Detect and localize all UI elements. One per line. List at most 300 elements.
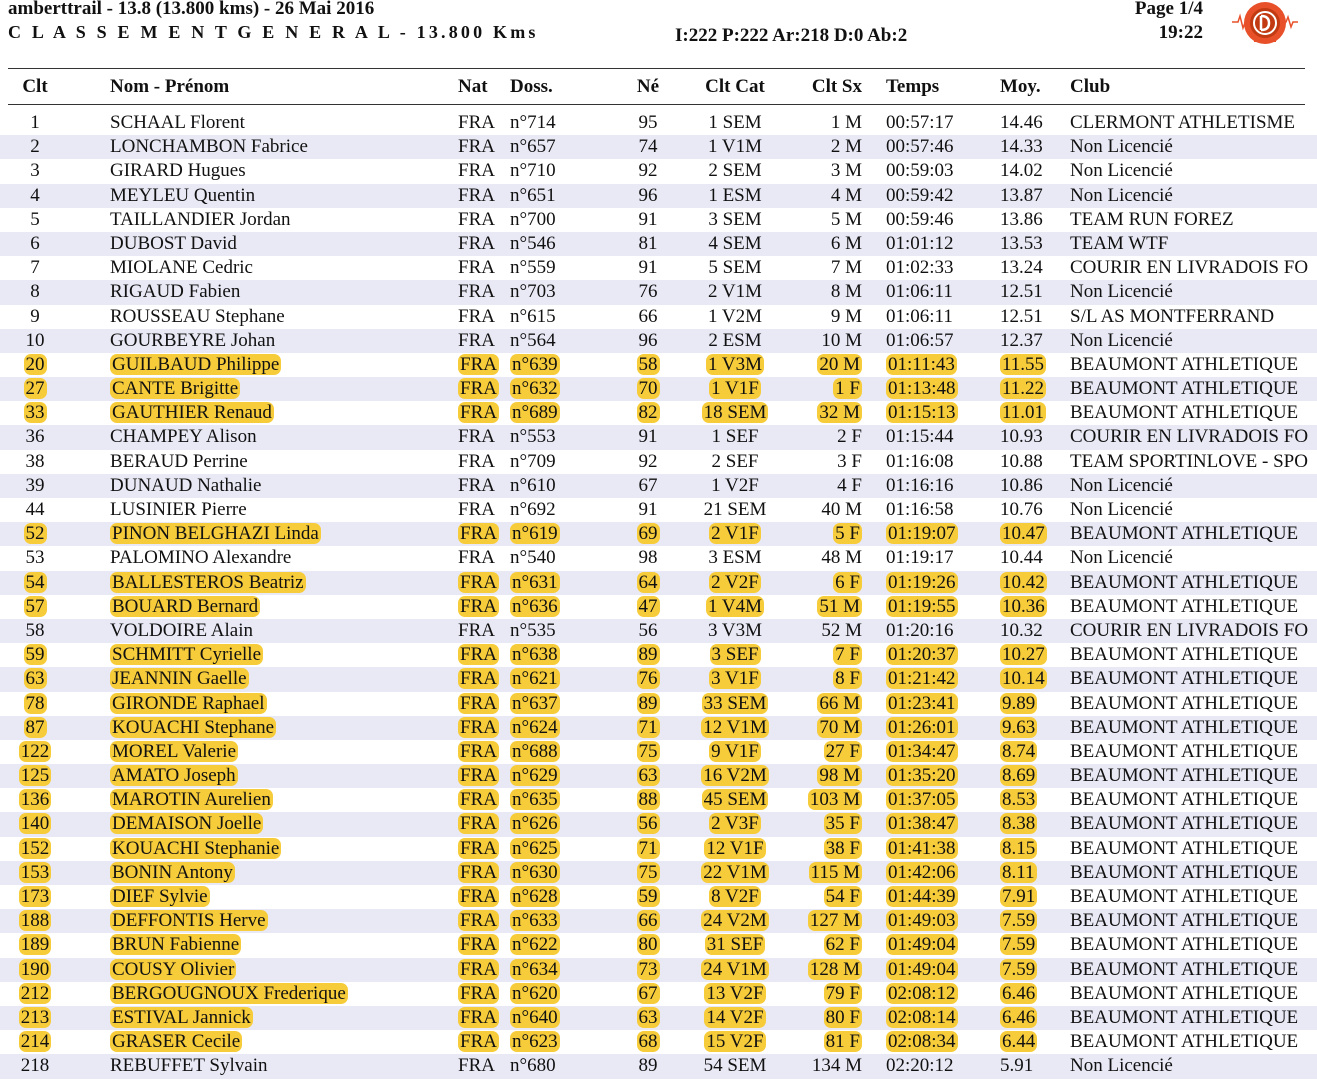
cell-doss	[510, 135, 556, 159]
cell-moy-text: 10.93	[1000, 426, 1043, 448]
cell-nat-text: FRA	[458, 232, 495, 254]
cell-nom-text: BERGOUGNOUX Frederique	[112, 982, 346, 1004]
cell-club-text: BEAUMONT ATHLETIQUE	[1070, 934, 1299, 956]
cell-moy-text: 13.86	[1000, 208, 1043, 230]
cell-doss	[510, 111, 556, 135]
cell-club-text: COURIR EN LIVRADOIS FO	[1070, 257, 1309, 279]
cell-ne	[628, 450, 668, 474]
table-row	[0, 232, 1317, 256]
cell-nom-text: MAROTIN Aurelien	[112, 789, 271, 811]
cell-moy-text: 6.44	[1002, 1031, 1036, 1053]
cell-nat-text: FRA	[460, 861, 497, 883]
cell-temps	[886, 958, 958, 982]
cell-sx-text: 20 M	[819, 353, 860, 375]
cell-cat-text: 2 ESM	[708, 329, 762, 351]
cell-club	[1070, 546, 1317, 570]
cell-ne-text: 67	[638, 474, 658, 496]
cell-club	[1070, 909, 1317, 933]
cell-sx-text: 3 M	[830, 160, 862, 182]
cell-temps-text: 02:08:14	[888, 1006, 956, 1028]
cell-moy	[1000, 982, 1037, 1006]
cell-temps	[886, 498, 954, 522]
cell-sx	[800, 909, 862, 933]
cell-club-text: Non Licencié	[1070, 160, 1173, 182]
cell-temps	[886, 280, 953, 304]
cell-clt-text: 214	[20, 1031, 50, 1053]
cell-clt	[12, 353, 58, 377]
cell-club-text: BEAUMONT ATHLETIQUE	[1070, 595, 1299, 617]
cell-club-text: Non Licencié	[1070, 136, 1173, 158]
cell-moy	[1000, 256, 1043, 280]
cell-temps-text: 01:01:12	[886, 232, 954, 254]
cell-doss	[510, 909, 560, 933]
print-time: 19:22	[1158, 22, 1203, 43]
col-club: Club	[1070, 76, 1111, 97]
cell-cat	[688, 812, 782, 836]
cell-club	[1070, 425, 1317, 449]
cell-temps-text: 01:35:20	[888, 765, 956, 787]
cell-ne	[628, 619, 668, 643]
cell-clt-text: 54	[25, 571, 45, 593]
cell-doss-text: n°714	[510, 112, 556, 133]
cell-temps-text: 01:19:07	[888, 523, 956, 545]
cell-club	[1070, 498, 1317, 522]
cell-nat-text: FRA	[458, 426, 495, 448]
cell-sx-text: 5 F	[835, 523, 860, 545]
cell-doss-text: n°619	[512, 523, 558, 545]
cell-moy-text: 10.42	[1002, 571, 1045, 593]
cell-sx	[800, 135, 862, 159]
cell-nat	[458, 667, 499, 691]
cell-clt-text: 188	[20, 910, 50, 932]
cell-sx-text: 80 F	[825, 1006, 860, 1028]
cell-temps-text: 01:49:04	[888, 958, 956, 980]
cell-clt-text: 218	[20, 1055, 50, 1077]
cell-nom	[110, 619, 253, 643]
cell-nat-text: FRA	[460, 740, 497, 762]
cell-cat-text: 12 V1F	[706, 837, 764, 859]
cell-temps-text: 00:57:17	[886, 112, 954, 133]
cell-clt-text: 136	[20, 789, 50, 811]
cell-nom-text: VOLDOIRE Alain	[110, 619, 254, 641]
cell-doss	[510, 812, 560, 836]
table-row	[0, 522, 1317, 546]
table-row	[0, 135, 1317, 159]
cell-nom-text: KOUACHI Stephanie	[112, 837, 280, 859]
cell-moy-text: 6.46	[1002, 1006, 1036, 1028]
cell-temps-text: 01:11:43	[888, 353, 955, 375]
cell-club	[1070, 788, 1317, 812]
timing-logo-icon	[1230, 0, 1300, 46]
cell-moy-text: 10.76	[1000, 499, 1043, 520]
cell-temps	[886, 692, 958, 716]
cell-cat	[688, 909, 782, 933]
page-info	[1135, 0, 1203, 45]
cell-nat	[458, 377, 499, 401]
cell-clt-text: 3	[30, 160, 40, 182]
cell-nom	[110, 232, 237, 256]
cell-temps	[886, 474, 954, 498]
cell-moy-text: 9.63	[1002, 716, 1036, 738]
cell-ne-text: 69	[638, 523, 658, 545]
col-temps: Temps	[886, 76, 940, 97]
cell-clt	[12, 667, 58, 691]
cell-temps	[886, 667, 958, 691]
cell-nom	[110, 329, 275, 353]
cell-ne	[628, 111, 668, 135]
cell-clt	[12, 522, 58, 546]
cell-ne-text: 64	[638, 571, 658, 593]
cell-sx-text: 6 F	[835, 571, 860, 593]
cell-club	[1070, 256, 1317, 280]
cell-club	[1070, 595, 1317, 619]
cell-doss	[510, 885, 560, 909]
cell-temps-text: 01:20:16	[886, 619, 954, 641]
cell-moy-text: 6.46	[1002, 982, 1036, 1004]
cell-sx	[800, 208, 862, 232]
cell-temps	[886, 305, 953, 329]
cell-nom	[110, 522, 321, 546]
cell-nat-text: FRA	[460, 523, 497, 545]
cell-cat-text: 15 V2F	[706, 1031, 764, 1053]
cell-clt-text: 63	[25, 668, 45, 690]
cell-sx-text: 134 M	[811, 1055, 862, 1077]
cell-ne	[628, 208, 668, 232]
cell-ne	[628, 740, 668, 764]
cell-nat	[458, 401, 499, 425]
cell-club	[1070, 958, 1317, 982]
cell-clt-text: 39	[25, 474, 45, 496]
cell-nom	[110, 958, 236, 982]
cell-temps-text: 01:06:11	[886, 305, 953, 327]
results-table	[0, 111, 1317, 1079]
cell-clt	[12, 208, 58, 232]
cell-sx-text: 38 F	[825, 837, 860, 859]
cell-cat	[688, 982, 782, 1006]
col-ne: Né	[636, 76, 660, 97]
cell-moy	[1000, 667, 1047, 691]
cell-nat	[458, 861, 499, 885]
cell-sx-text: 40 M	[821, 499, 862, 520]
cell-nom-text: BERAUD Perrine	[110, 450, 248, 472]
cell-temps	[886, 522, 958, 546]
cell-temps-text: 01:49:03	[888, 910, 956, 932]
cell-sx	[800, 861, 862, 885]
cell-nom	[110, 1030, 242, 1054]
cell-clt-text: 4	[30, 184, 40, 206]
cell-clt	[12, 861, 58, 885]
cell-temps	[886, 595, 958, 619]
cell-nat-text: FRA	[460, 910, 497, 932]
cell-club-text: BEAUMONT ATHLETIQUE	[1070, 789, 1299, 811]
cell-nat-text: FRA	[458, 136, 495, 158]
cell-doss	[510, 280, 556, 304]
cell-temps-text: 00:59:46	[886, 208, 954, 230]
cell-temps	[886, 1030, 958, 1054]
cell-moy	[1000, 111, 1043, 135]
table-row	[0, 861, 1317, 885]
cell-nom-text: REBUFFET Sylvain	[110, 1055, 268, 1077]
cell-clt	[12, 425, 58, 449]
table-row	[0, 1054, 1317, 1078]
cell-club-text: COURIR EN LIVRADOIS FO	[1070, 426, 1309, 448]
cell-moy	[1000, 692, 1037, 716]
cell-sx	[800, 474, 862, 498]
cell-doss	[510, 933, 560, 957]
cell-moy-text: 7.59	[1002, 958, 1036, 980]
cell-doss-text: n°621	[512, 668, 558, 690]
cell-ne-text: 59	[638, 886, 658, 907]
cell-moy	[1000, 377, 1046, 401]
cell-club	[1070, 1054, 1317, 1078]
cell-cat	[688, 1054, 782, 1078]
cell-moy-text: 11.55	[1002, 353, 1045, 375]
cell-cat	[688, 305, 782, 329]
cell-temps-text: 01:49:04	[888, 934, 956, 956]
cell-moy-text: 7.91	[1002, 886, 1036, 907]
cell-cat	[688, 256, 782, 280]
cell-nat	[458, 135, 495, 159]
cell-sx	[800, 280, 862, 304]
cell-moy-text: 13.24	[1000, 257, 1043, 279]
table-row	[0, 184, 1317, 208]
cell-temps	[886, 401, 958, 425]
page-number: Page 1/4	[1134, 0, 1203, 19]
cell-cat-text: 1 SEM	[708, 112, 762, 133]
cell-sx	[800, 788, 862, 812]
cell-nat	[458, 425, 495, 449]
header-rule	[8, 68, 1305, 69]
table-row	[0, 982, 1317, 1006]
cell-sx-text: 4 M	[830, 184, 862, 206]
cell-moy-text: 12.51	[1000, 305, 1043, 327]
cell-moy-text: 8.15	[1002, 837, 1036, 859]
cell-moy	[1000, 958, 1037, 982]
cell-ne	[628, 667, 668, 691]
cell-clt-text: 2	[30, 136, 40, 158]
cell-temps	[886, 208, 954, 232]
cell-club	[1070, 619, 1317, 643]
cell-clt	[12, 401, 58, 425]
cell-club-text: BEAUMONT ATHLETIQUE	[1070, 886, 1299, 907]
cell-club-text: BEAUMONT ATHLETIQUE	[1070, 958, 1299, 980]
cell-clt	[12, 571, 58, 595]
cell-nom	[110, 474, 261, 498]
cell-sx	[800, 425, 862, 449]
cell-sx-text: 5 M	[830, 208, 862, 230]
cell-moy	[1000, 208, 1043, 232]
cell-ne-text: 89	[638, 1055, 658, 1077]
cell-clt-text: 52	[25, 523, 45, 545]
cell-nom	[110, 764, 238, 788]
table-row	[0, 571, 1317, 595]
cell-cat-text: 8 V2F	[711, 886, 759, 907]
cell-ne	[628, 353, 668, 377]
cell-doss-text: n°629	[512, 765, 558, 787]
cell-sx	[800, 305, 862, 329]
cell-doss-text: n°688	[512, 740, 558, 762]
cell-cat	[688, 619, 782, 643]
cell-moy	[1000, 812, 1037, 836]
cell-cat-text: 1 V1F	[711, 378, 759, 400]
cell-temps-text: 01:16:58	[886, 499, 954, 520]
cell-moy-text: 10.27	[1002, 644, 1045, 666]
cell-nat-text: FRA	[460, 958, 497, 980]
cell-cat	[688, 280, 782, 304]
cell-nom-text: JEANNIN Gaelle	[112, 668, 247, 690]
cell-sx	[800, 522, 862, 546]
cell-temps	[886, 256, 954, 280]
cell-nom	[110, 377, 240, 401]
cell-nat	[458, 933, 499, 957]
cell-temps	[886, 353, 957, 377]
cell-club-text: Non Licencié	[1070, 329, 1173, 351]
cell-nat-text: FRA	[458, 208, 495, 230]
cell-club-text: BEAUMONT ATHLETIQUE	[1070, 910, 1299, 932]
cell-sx-text: 27 F	[825, 740, 860, 762]
cell-moy-text: 10.32	[1000, 619, 1043, 641]
cell-nat-text: FRA	[458, 184, 495, 206]
cell-temps	[886, 377, 958, 401]
cell-cat-text: 1 ESM	[708, 184, 762, 206]
cell-nat	[458, 159, 495, 183]
cell-nom-text: MEYLEU Quentin	[110, 184, 256, 206]
cell-clt-text: 38	[25, 450, 45, 472]
cell-sx-text: 54 F	[825, 886, 860, 907]
cell-doss-text: n°651	[510, 184, 556, 206]
cell-ne-text: 58	[638, 353, 658, 375]
cell-ne	[628, 837, 668, 861]
cell-nom	[110, 788, 273, 812]
cell-moy	[1000, 232, 1043, 256]
cell-nom-text: PINON BELGHAZI Linda	[112, 523, 319, 545]
cell-ne-text: 91	[638, 426, 658, 448]
cell-clt	[12, 643, 58, 667]
cell-doss	[510, 571, 560, 595]
cell-cat-text: 5 SEM	[708, 257, 762, 279]
cell-nom-text: AMATO Joseph	[112, 765, 236, 787]
cell-ne	[628, 280, 668, 304]
cell-temps-text: 02:08:34	[888, 1031, 956, 1053]
cell-doss	[510, 498, 556, 522]
cell-clt	[12, 619, 58, 643]
cell-moy	[1000, 425, 1043, 449]
cell-temps-text: 01:19:17	[886, 547, 954, 569]
cell-clt-text: 173	[20, 886, 50, 907]
cell-sx	[800, 812, 862, 836]
cell-sx	[800, 377, 862, 401]
cell-cat-text: 2 V2F	[711, 571, 759, 593]
cell-cat-text: 1 V3M	[707, 353, 763, 375]
cell-sx-text: 98 M	[819, 765, 860, 787]
cell-temps-text: 01:19:55	[888, 595, 956, 617]
cell-sx	[800, 667, 862, 691]
table-row	[0, 546, 1317, 570]
cell-doss	[510, 256, 556, 280]
cell-sx-text: 35 F	[825, 813, 860, 835]
cell-club-text: TEAM SPORTINLOVE - SPO	[1070, 450, 1308, 472]
cell-nom-text: SCHMITT Cyrielle	[112, 644, 262, 666]
cell-nat-text: FRA	[458, 257, 495, 279]
cell-club-text: BEAUMONT ATHLETIQUE	[1070, 378, 1299, 400]
cell-cat	[688, 184, 782, 208]
cell-doss	[510, 1030, 560, 1054]
cell-clt-text: 57	[25, 595, 45, 617]
cell-cat-text: 22 V1M	[703, 861, 767, 883]
cell-temps	[886, 740, 958, 764]
cell-doss-text: n°700	[510, 208, 556, 230]
cell-cat	[688, 474, 782, 498]
cell-clt	[12, 909, 58, 933]
table-row	[0, 280, 1317, 304]
cell-ne	[628, 933, 668, 957]
cell-cat-text: 3 SEM	[708, 208, 762, 230]
cell-sx	[800, 643, 862, 667]
cell-club	[1070, 305, 1317, 329]
cell-doss-text: n°632	[512, 378, 558, 400]
cell-temps	[886, 861, 958, 885]
cell-temps	[886, 716, 958, 740]
cell-ne	[628, 812, 668, 836]
cell-nom-text: SCHAAL Florent	[110, 112, 245, 133]
cell-nat	[458, 1054, 495, 1078]
cell-nat	[458, 329, 495, 353]
cell-clt	[12, 305, 58, 329]
cell-doss-text: n°638	[512, 644, 558, 666]
cell-cat	[688, 329, 782, 353]
cell-nat-text: FRA	[460, 378, 497, 400]
cell-nat-text: FRA	[460, 402, 497, 424]
cell-temps-text: 01:20:37	[888, 644, 956, 666]
cell-cat	[688, 740, 782, 764]
cell-cat	[688, 498, 782, 522]
cell-clt	[12, 280, 58, 304]
cell-clt-text: 153	[20, 861, 50, 883]
cell-sx-text: 2 M	[830, 136, 862, 158]
cell-club	[1070, 184, 1317, 208]
cell-moy	[1000, 450, 1043, 474]
cell-doss-text: n°615	[510, 305, 556, 327]
cell-cat	[688, 111, 782, 135]
cell-nom	[110, 716, 276, 740]
cell-clt-text: 53	[25, 547, 45, 569]
cell-clt-text: 152	[20, 837, 50, 859]
cell-nom-text: LUSINIER Pierre	[110, 499, 247, 520]
cell-ne	[628, 474, 668, 498]
cell-club-text: BEAUMONT ATHLETIQUE	[1070, 668, 1299, 690]
cell-cat-text: 2 V3F	[711, 813, 759, 835]
cell-temps-text: 01:42:06	[888, 861, 956, 883]
cell-nom-text: DEMAISON Joelle	[112, 813, 262, 835]
cell-nom-text: BONIN Antony	[112, 861, 233, 883]
cell-club-text: BEAUMONT ATHLETIQUE	[1070, 837, 1299, 859]
cell-sx-text: 127 M	[809, 910, 860, 932]
cell-nom	[110, 812, 263, 836]
cell-cat-text: 24 V1M	[703, 958, 767, 980]
cell-club	[1070, 522, 1317, 546]
cell-temps-text: 01:23:41	[888, 692, 956, 714]
cell-nat-text: FRA	[460, 813, 497, 835]
cell-temps	[886, 450, 954, 474]
cell-moy-text: 13.53	[1000, 232, 1043, 254]
cell-nom-text: BRUN Fabienne	[112, 934, 240, 956]
cell-moy	[1000, 305, 1043, 329]
cell-ne-text: 96	[638, 184, 658, 206]
cell-club-text: Non Licencié	[1070, 184, 1173, 206]
cell-moy-text: 10.88	[1000, 450, 1043, 472]
cell-temps	[886, 159, 954, 183]
cell-temps	[886, 111, 954, 135]
